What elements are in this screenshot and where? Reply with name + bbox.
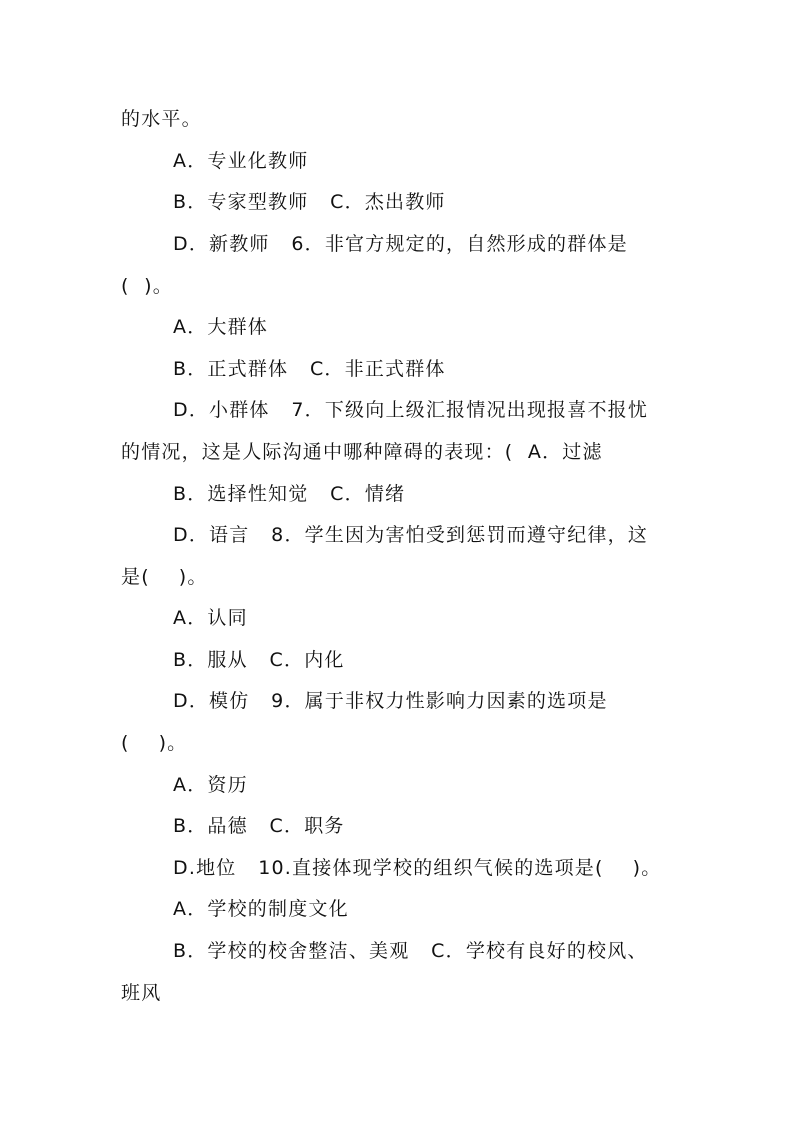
option-d-q5-question-6: D．新教师 6．非官方规定的，自然形成的群体是 <box>173 233 628 255</box>
option-a-q6: A．大群体 <box>173 316 268 338</box>
option-a-q8: A．认同 <box>173 607 248 629</box>
option-d-q8-question-9: D．模仿 9．属于非权力性影响力因素的选项是 <box>173 690 608 712</box>
option-a-q5: A．专业化教师 <box>173 150 309 172</box>
option-c-q10-continuation: 班风 <box>121 982 162 1004</box>
option-d-q6-question-7: D．小群体 7．下级向上级汇报情况出现报喜不报忧 <box>173 399 649 421</box>
option-d-q7-question-8: D．语言 8．学生因为害怕受到惩罚而遵守纪律，这 <box>173 524 649 546</box>
option-a-q10: A．学校的制度文化 <box>173 898 349 920</box>
question-6-blank: ( )。 <box>121 275 173 297</box>
text-line-continuation: 的水平。 <box>121 108 202 130</box>
question-7-continuation: 的情况，这是人际沟通中哪种障碍的表现：( A．过滤 <box>121 441 603 463</box>
question-8-continuation: 是( )。 <box>121 566 208 588</box>
options-b-c-q10: B．学校的校舍整洁、美观 C．学校有良好的校风、 <box>173 940 648 962</box>
options-b-c-q6: B．正式群体 C．非正式群体 <box>173 358 446 380</box>
question-9-blank: ( )。 <box>121 732 188 754</box>
options-b-c-q5: B．专家型教师 C．杰出教师 <box>173 191 446 213</box>
options-b-c-q9: B．品德 C．职务 <box>173 815 345 837</box>
options-b-c-q7: B．选择性知觉 C．情绪 <box>173 483 406 505</box>
option-a-q9: A．资历 <box>173 774 248 796</box>
option-d-q9-question-10: D.地位 10.直接体现学校的组织气候的选项是( )。 <box>173 857 662 879</box>
options-b-c-q8: B．服从 C．内化 <box>173 649 345 671</box>
